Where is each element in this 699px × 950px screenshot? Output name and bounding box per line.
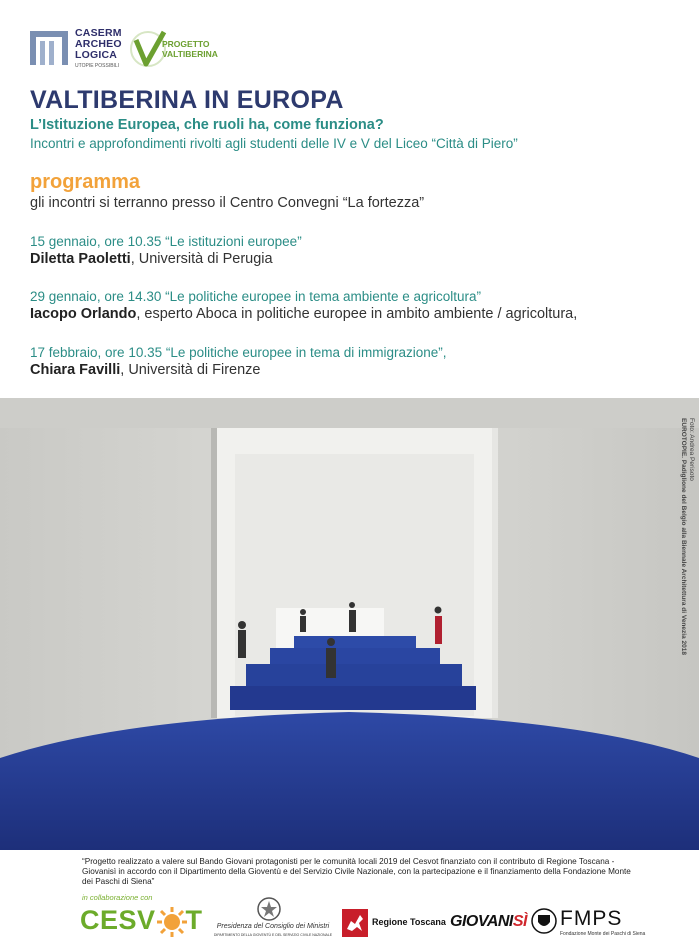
regione-toscana-pegasus-icon bbox=[342, 909, 368, 937]
event-date: 15 gennaio, ore 10.35 “Le istituzioni europee” bbox=[30, 234, 302, 249]
logo1-tagline: UTOPIE POSSIBILI bbox=[75, 63, 120, 69]
page-title: VALTIBERINA IN EUROPA bbox=[30, 86, 344, 114]
intro-text: Incontri e approfondimenti rivolti agli studenti delle IV e V del Liceo “Città di Piero” bbox=[30, 136, 518, 151]
regione-toscana-label: Regione Toscana bbox=[372, 917, 446, 927]
logo1-wordmark: CASERM ARCHEO LOGICA bbox=[75, 27, 122, 61]
giovanisi-logo: GIOVANISÌ bbox=[450, 913, 527, 930]
italian-republic-emblem-icon bbox=[256, 896, 282, 922]
fmps-crest-icon bbox=[531, 906, 557, 936]
photo-caption: EUROTOPIE. Padiglione del Belgio alla Biennale Architettura di Venezia 2018 bbox=[680, 418, 687, 655]
logo2-wordmark: PROGETTO VALTIBERINA bbox=[162, 39, 218, 59]
pavilion-photo bbox=[0, 398, 699, 850]
speaker-affiliation: , Università di Perugia bbox=[130, 251, 273, 267]
event-speaker bbox=[30, 306, 577, 322]
collab-label: in collaborazione con bbox=[82, 893, 153, 902]
cesvot-wordmark: CESV bbox=[80, 905, 156, 935]
funding-note: “Progetto realizzato a valere sul Bando Giovani protagonisti per le comunità locali 2019 del Cesvot finanziato con il contributo di Regione Toscana - Giovanisì in accordo con il Dipartimento della Gioventù e del Servizio Civile Nazionale, con la partecipazione e il finanziamento della Fondazione Monte dei Paschi di Siena” bbox=[82, 857, 631, 886]
cesvot-sun-icon bbox=[156, 906, 188, 938]
cesvot-wordmark-end: T bbox=[185, 905, 203, 935]
photo-credit: Foto: Andrea Perisoto bbox=[688, 418, 695, 481]
subtitle: L’Istituzione Europea, che ruoli ha, come funziona? bbox=[30, 117, 384, 133]
speaker-name: Iacopo Orlando bbox=[30, 306, 137, 322]
presidenza-logo-text: Presidenza del Consiglio dei Ministri DIPARTIMENTO DELLA GIOVENTÙ E DEL SERVIZIO CIVILE NAZIONALE bbox=[213, 923, 333, 937]
event-date: 29 gennaio, ore 14.30 “Le politiche europee in tema ambiente e agricoltura” bbox=[30, 289, 482, 304]
speaker-affiliation: , Università di Firenze bbox=[120, 362, 261, 378]
speaker-name: Chiara Favilli bbox=[30, 362, 121, 378]
speaker-affiliation: , esperto Aboca in politiche europee in ambito ambiente / agricoltura, bbox=[136, 306, 578, 322]
fmps-subtitle: Fondazione Monte dei Paschi di Siena bbox=[560, 931, 646, 937]
fmps-wordmark: FMPS bbox=[560, 907, 623, 930]
venue-text: gli incontri si terranno presso il Centro Convegni “La fortezza” bbox=[30, 195, 425, 211]
event-speaker bbox=[30, 251, 273, 267]
programma-heading: programma bbox=[30, 171, 141, 193]
event-date: 17 febbraio, ore 10.35 “Le politiche europee in tema di immigrazione”, bbox=[30, 345, 447, 360]
event-speaker bbox=[30, 362, 260, 378]
speaker-name: Diletta Paoletti bbox=[30, 251, 131, 267]
